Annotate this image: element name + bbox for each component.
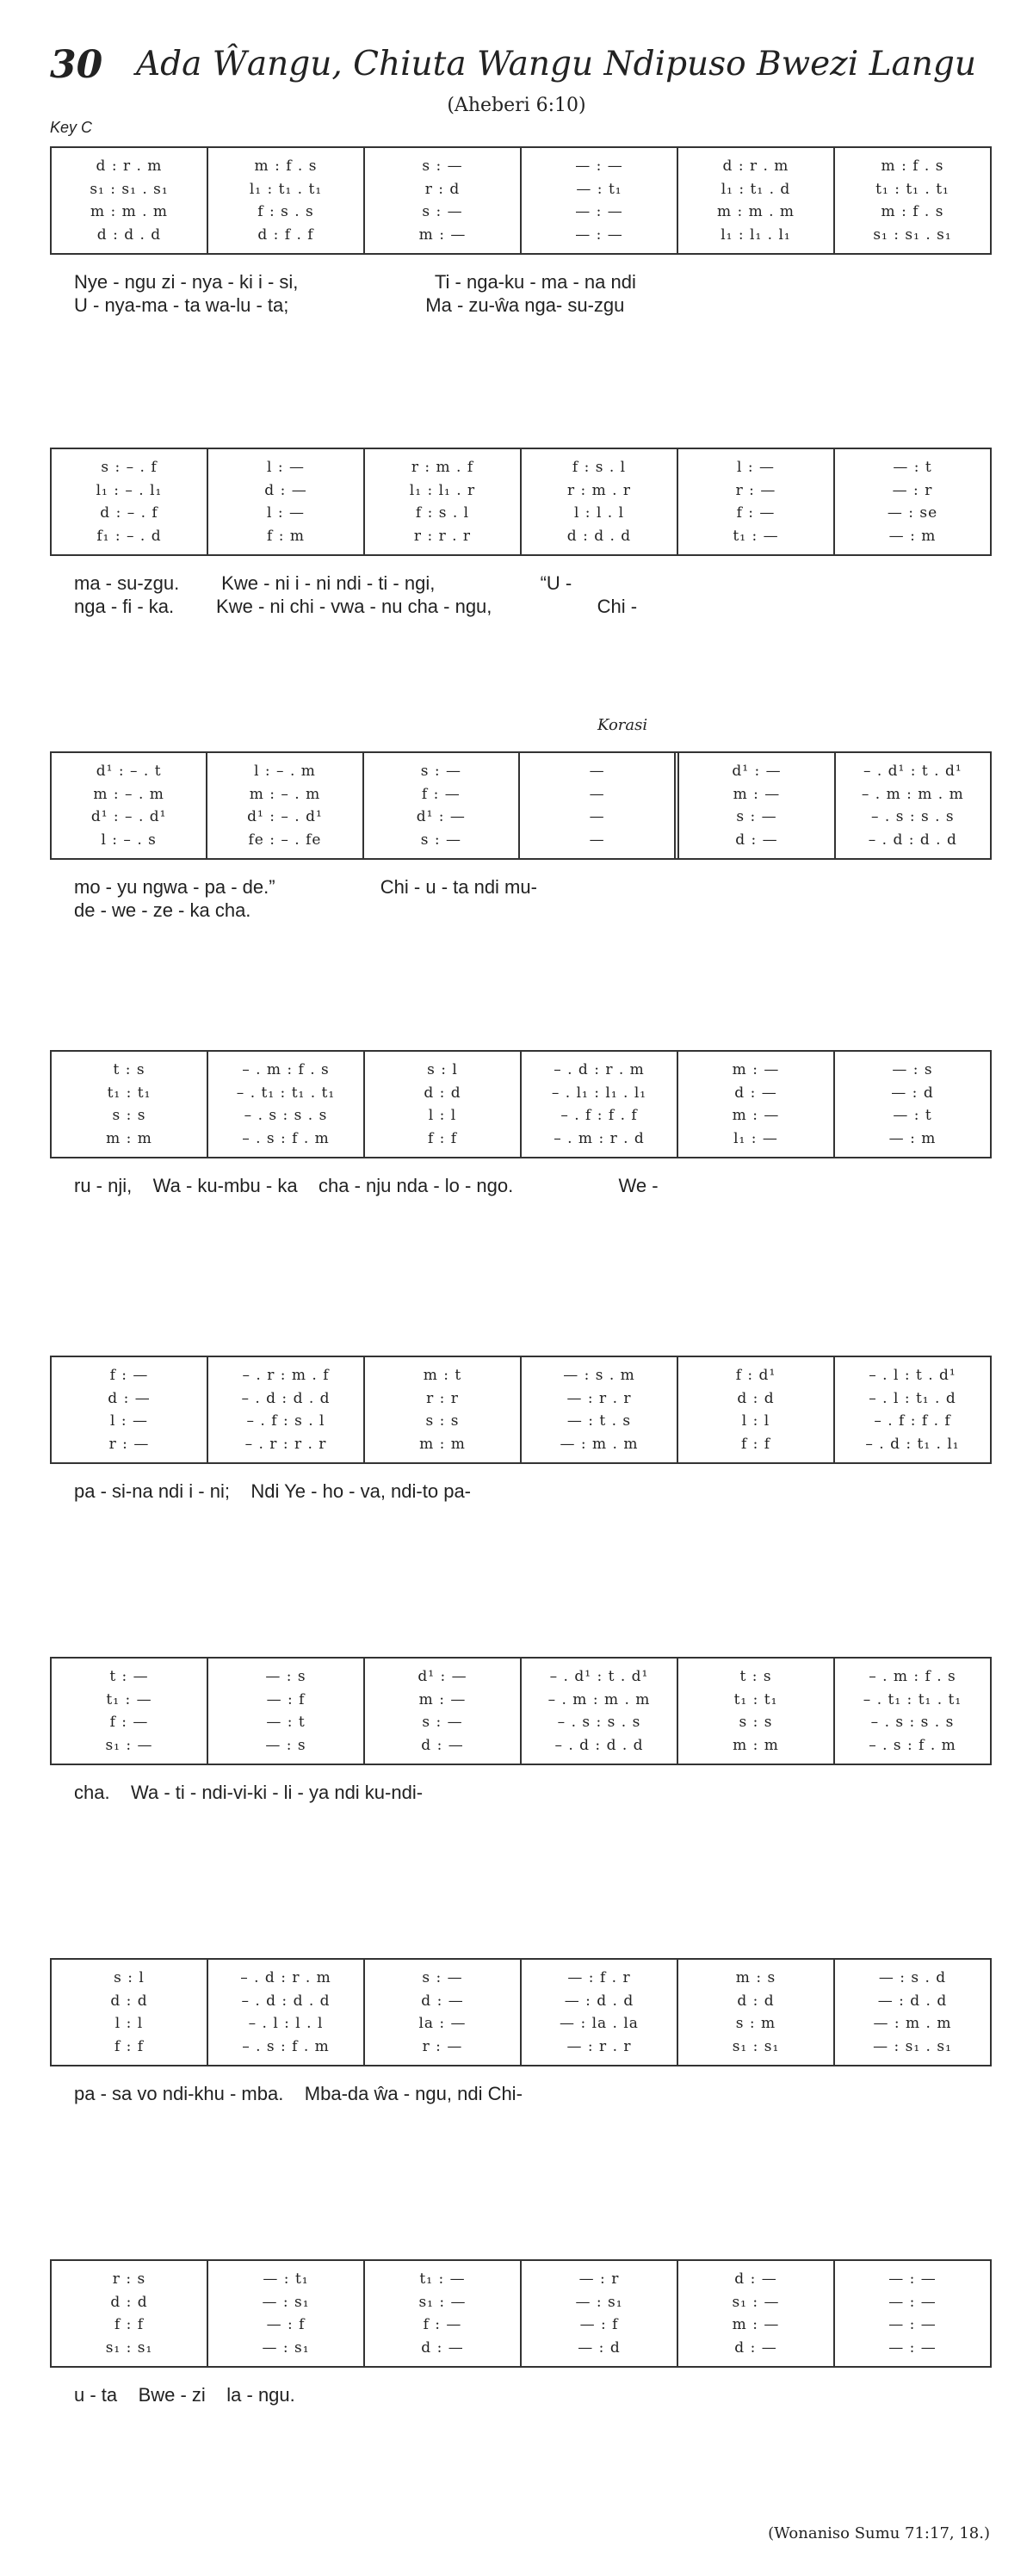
voice-line: t₁ : t₁ . t₁ [875,180,949,198]
music-system [50,1958,992,2105]
voice-line: fe : – . fe [248,831,322,849]
measure [518,753,674,858]
voice-line: s : s [739,1714,773,1732]
voice-line: – . m : m . m [547,1690,651,1708]
voice-line: s : l [427,1061,458,1078]
voice-line: – . f : s . l [246,1412,325,1430]
voice-line: – . r : r . r [244,1435,327,1453]
voice-line: — : r . r [566,2037,632,2055]
voice-line: d : — [734,2270,777,2288]
music-system [50,448,992,618]
hymn-number: 30 [50,43,103,87]
voice-line: l : l [114,2015,144,2033]
lyric-line: U - nya-ma - ta wa-lu - ta; Ma - zu-ŵa nga- su-zgu [74,294,625,316]
voice-line: s : — [422,158,463,175]
music-system [50,2259,992,2406]
voice-line: s₁ : s₁ [732,2037,780,2055]
voice-line: d : — [735,831,778,849]
voice-line: — [589,763,605,780]
voice-line: – . l₁ : l₁ . l₁ [551,1084,647,1102]
measure [677,148,833,253]
measure [363,1960,520,2065]
voice-line: — : f . r [567,1969,631,1986]
voice-line: r : — [422,2037,463,2055]
measure [674,753,833,858]
lyrics-block [50,875,992,922]
voice-line: – . t₁ : t₁ . t₁ [863,1690,962,1708]
voice-line: — : m . m [560,1435,639,1453]
voice-line: r : r [426,1389,459,1407]
voice-line: m : f . s [881,158,944,175]
measure [834,753,990,858]
voice-line: s : – . f [101,459,158,476]
voice-line: s₁ : — [105,1736,153,1754]
voice-line: s₁ : — [732,2293,780,2311]
music-system [50,751,992,922]
voice-line: – . m : r . d [554,1129,645,1147]
voice-line: – . d : r . m [240,1969,331,1986]
measure [520,148,677,253]
voice-line: m : t [423,1367,462,1384]
measure [833,1052,990,1157]
voice-line: m : m [733,1736,779,1754]
voice-line: — : d . d [564,1992,634,2010]
voice-line: — : s [265,1668,306,1685]
voice-line: s : s [425,1412,460,1430]
lyric-line: pa - sa vo ndi-khu - mba. Mba-da ŵa - ngu, ndi Chi- [74,2083,523,2104]
voice-line: — : m [888,1129,937,1147]
measure [207,2261,363,2366]
voice-line: – . m : m . m [861,785,964,803]
voice-line: — : m [888,527,937,545]
lyric-line: ma - su-zgu. Kwe - ni i - ni ndi - ti - ngi, “U - [74,572,572,594]
voice-line: s₁ : s₁ . s₁ [90,180,169,198]
lyrics-block [50,1480,992,1503]
voice-line: — : t [266,1714,306,1732]
lyrics-block [50,1174,992,1197]
voice-line: m : — [732,1061,780,1078]
solfa-staff [50,146,992,255]
voice-line: d : d . d [96,225,162,244]
voice-line: — [589,808,605,826]
voice-line: — : r . r [566,1389,632,1407]
measure [52,148,207,253]
voice-line: d : d [110,2293,148,2311]
lyrics-block [50,270,992,317]
voice-line: — : — [575,225,623,244]
voice-line: – . d : r . m [554,1061,645,1078]
voice-line: – . s : s . s [870,808,955,826]
voice-line: – . s : s . s [870,1714,955,1732]
voice-line: — [589,785,605,803]
measure [363,1659,520,1764]
voice-line: – . t₁ : t₁ . t₁ [236,1084,336,1102]
voice-line: t₁ : t₁ [107,1084,152,1102]
measure [833,449,990,554]
lyrics-block [50,1781,992,1804]
voice-line: l₁ : t₁ . d [721,180,791,198]
voice-line: — : s . d [878,1969,947,1986]
measure [833,1659,990,1764]
voice-line: — : — [888,2338,937,2357]
voice-line: l : — [737,459,775,476]
voice-line: m : m [419,1435,466,1453]
voice-line: – . s : s . s [244,1107,328,1125]
lyrics-block [50,2383,992,2406]
measure [52,1659,207,1764]
voice-line: d : — [108,1389,151,1407]
voice-line: m : m . m [90,203,169,221]
measure [52,753,206,858]
measure [362,753,518,858]
measure [52,1357,207,1462]
voice-line: – . d : d . d [554,1736,644,1754]
voice-line: – . m : f . s [869,1668,956,1685]
music-system [50,146,992,317]
voice-line: f : s . l [415,504,470,522]
measure [520,449,677,554]
voice-line: t₁ : — [733,527,779,545]
voice-line: l : l [741,1412,770,1430]
measure [677,2261,833,2366]
measure [207,148,363,253]
voice-line: – . l : t . d¹ [869,1367,956,1384]
voice-line: – . m : f . s [242,1061,330,1078]
voice-line: t₁ : t₁ [733,1690,778,1708]
solfa-staff [50,1958,992,2066]
voice-line: — : — [888,2293,937,2311]
voice-line: l₁ : t₁ . t₁ [249,180,323,198]
voice-line: — : s [892,1061,933,1078]
lyric-line: mo - yu ngwa - pa - de.” Chi - u - ta ndi mu- [74,876,537,898]
voice-line: m : — [732,2316,780,2334]
lyrics-block [50,2082,992,2105]
voice-line: — : s₁ [262,2293,310,2311]
voice-line: – . s : f . m [242,1129,330,1147]
voice-line: f : — [423,2316,462,2334]
measure [520,1052,677,1157]
voice-line: f : f [114,2037,145,2055]
voice-line: d¹ : — [732,763,782,780]
voice-line: — : la . la [560,2015,639,2033]
voice-line: – . s : f . m [869,1736,956,1754]
voice-line: d : — [734,1084,777,1102]
measure [363,2261,520,2366]
voice-line: — : t . s [566,1412,632,1430]
voice-line: s : — [736,808,777,826]
voice-line: la : — [418,2015,467,2033]
voice-line: r : — [735,481,776,499]
measure [206,753,362,858]
voice-line: f : — [421,785,461,803]
voice-line: f : f [427,1129,458,1147]
voice-line: l : — [267,459,305,476]
voice-line: l : l . l [573,504,625,522]
voice-line: m : m . m [716,203,795,221]
measure [363,1052,520,1157]
voice-line: s : — [422,1969,463,1986]
voice-line: f : s . l [572,459,627,476]
voice-line: m : f . s [254,158,318,175]
voice-line: d¹ : – . d¹ [90,808,167,826]
voice-line: — : r [578,2270,620,2288]
lyric-line: nga - fi - ka. Kwe - ni chi - vwa - nu cha - ngu, Chi - [74,596,638,617]
voice-line: — : s₁ [575,2293,623,2311]
solfa-staff [50,1050,992,1158]
voice-line: – . l : l . l [248,2015,324,2033]
voice-line: d : — [421,1736,464,1754]
voice-line: l₁ : — [733,1129,778,1147]
voice-line: – . s : s . s [557,1714,641,1732]
voice-line: m : f . s [881,203,944,221]
voice-line: r : d [424,180,461,198]
voice-line: d : – . f [100,504,158,522]
voice-line: f : — [109,1714,149,1732]
voice-line: s : — [420,763,461,780]
voice-line: – . d¹ : t . d¹ [863,763,962,780]
voice-line: r : m . f [411,459,474,476]
voice-line: m : — [418,225,467,244]
measure [677,1960,833,2065]
lyrics-block [50,571,992,618]
measure [677,1052,833,1157]
voice-line: f : — [736,504,776,522]
voice-line: s : s [112,1107,146,1125]
measure [207,1960,363,2065]
voice-line: — : f [579,2316,619,2334]
voice-line: d¹ : – . t [96,763,162,780]
voice-line: — : m . m [873,2015,952,2033]
voice-line: t : s [739,1668,772,1685]
voice-line: m : — [733,785,781,803]
solfa-staff [50,448,992,556]
voice-line: m : – . m [249,785,321,803]
voice-line: f : f [740,1435,771,1453]
voice-line: d¹ : – . d¹ [247,808,323,826]
voice-line: – . f : f . f [874,1412,951,1430]
measure [207,1659,363,1764]
voice-line: — : s [265,1736,306,1754]
voice-line: — : d [891,1084,934,1102]
measure [52,2261,207,2366]
voice-line: — : — [888,2270,937,2288]
voice-line: l₁ : l₁ . l₁ [721,225,791,244]
voice-line: — : s₁ [262,2338,310,2357]
voice-line: d : d . d [566,527,632,545]
voice-line: d : d [737,1992,775,2010]
voice-line: s : l [114,1969,145,1986]
voice-line: — : s₁ . s₁ [873,2037,952,2055]
voice-line: t₁ : — [419,2270,466,2288]
voice-line: — : t₁ [576,180,622,198]
solfa-staff [50,751,992,860]
measure [833,148,990,253]
measure [520,1357,677,1462]
voice-line: d : r . m [722,158,789,175]
solfa-staff [50,1356,992,1464]
voice-line: d : r . m [96,158,163,175]
voice-line: s : — [420,831,461,849]
footer-reference: (Wonaniso Sumu 71:17, 18.) [768,2524,990,2542]
solfa-staff [50,2259,992,2368]
measure [677,449,833,554]
solfa-staff [50,1657,992,1765]
voice-line: l : — [267,504,305,522]
voice-line: l₁ : l₁ . r [409,481,476,499]
voice-line: — : t [893,1107,932,1125]
voice-line: s₁ : s₁ [105,2338,153,2357]
voice-line: d : f . f [257,225,314,244]
measure [833,1960,990,2065]
voice-line: r : — [108,1435,150,1453]
measure [207,1357,363,1462]
measure [363,1357,520,1462]
voice-line: t : s [113,1061,145,1078]
voice-line: – . d : d . d [241,1992,331,2010]
voice-line: l : l [428,1107,457,1125]
voice-line: d : — [264,481,307,499]
voice-line: d¹ : — [418,1668,467,1685]
voice-line: s : — [422,1714,463,1732]
voice-line: t₁ : — [106,1690,152,1708]
voice-line: l : – . s [101,831,157,849]
voice-line: f : f [114,2316,145,2334]
measure [677,1357,833,1462]
voice-line: – . d : d . d [868,831,957,849]
voice-line: f : — [109,1367,149,1384]
measure [52,1052,207,1157]
lyric-line: Nye - ngu zi - nya - ki i - si, Ti - nga-ku - ma - na ndi [74,271,636,293]
voice-line: f₁ : – . d [96,527,162,545]
voice-line: s₁ : s₁ . s₁ [873,225,952,244]
measure [207,1052,363,1157]
voice-line: d : — [421,1992,464,2010]
music-system [50,1657,992,1804]
measure [833,1357,990,1462]
voice-line: d : — [421,2338,464,2357]
voice-line: t : — [109,1668,149,1685]
measure [677,1659,833,1764]
voice-line: – . f : f . f [560,1107,638,1125]
music-system [50,1356,992,1503]
measure [520,2261,677,2366]
voice-line: — : t [893,459,932,476]
lyric-line: pa - si-na ndi i - ni; Ndi Ye - ho - va, ndi-to pa- [74,1480,472,1502]
scripture-reference: (Aheberi 6:10) [447,95,586,116]
voice-line: – . l : t₁ . d [869,1389,956,1407]
voice-line: — : — [575,158,623,175]
voice-line: l : – . m [254,763,316,780]
voice-line: d : d [424,1084,461,1102]
voice-line: – . d¹ : t . d¹ [549,1668,649,1685]
measure [207,449,363,554]
music-system [50,1050,992,1197]
chorus-label: Korasi [597,716,648,734]
voice-line: s : — [422,203,463,221]
voice-line: — : s . m [563,1367,635,1384]
voice-line: d¹ : — [416,808,466,826]
lyric-line: ru - nji, Wa - ku-mbu - ka cha - nju nda - lo - ngo. We - [74,1175,659,1196]
voice-line: m : m [106,1129,152,1147]
lyric-line: u - ta Bwe - zi la - ngu. [74,2384,295,2406]
hymn-title: Ada Ŵangu, Chiuta Wangu Ndipuso Bwezi Langu [136,45,976,83]
voice-line: — : f [266,1690,306,1708]
voice-line: — : d [578,2338,621,2357]
measure [52,1960,207,2065]
measure [520,1960,677,2065]
voice-line: d : — [734,2338,777,2357]
voice-line: m : – . m [93,785,164,803]
measure [833,2261,990,2366]
voice-line: r : s [112,2270,146,2288]
voice-line: l₁ : – . l₁ [96,481,163,499]
voice-line: — [589,831,605,849]
key-signature: Key C [50,119,93,136]
voice-line: l : — [110,1412,148,1430]
voice-line: m : s [735,1969,776,1986]
voice-line: m : — [418,1690,467,1708]
voice-line: – . s : f . m [242,2037,330,2055]
voice-line: f : d¹ [735,1367,776,1384]
voice-line: d : d [110,1992,148,2010]
measure [363,148,520,253]
voice-line: — : t₁ [263,2270,309,2288]
voice-line: — : — [888,2316,937,2334]
measure [363,449,520,554]
voice-line: r : r . r [413,527,472,545]
voice-line: r : m . r [566,481,632,499]
voice-line: — : — [575,203,623,221]
voice-line: f : s . s [257,203,314,221]
lyric-line: cha. Wa - ti - ndi-vi-ki - li - ya ndi ku-ndi- [74,1782,424,1803]
voice-line: — : d . d [877,1992,948,2010]
voice-line: d : d [737,1389,775,1407]
voice-line: – . d : d . d [241,1389,331,1407]
measure [52,449,207,554]
voice-line: s₁ : — [418,2293,467,2311]
voice-line: – . r : m . f [242,1367,330,1384]
voice-line: f : m [267,527,305,545]
measure [520,1659,677,1764]
voice-line: m : — [732,1107,780,1125]
voice-line: — : se [887,504,938,522]
voice-line: — : f [266,2316,306,2334]
voice-line: — : r [892,481,933,499]
voice-line: – . d : t₁ . l₁ [865,1435,960,1453]
lyric-line: de - we - ze - ka cha. [74,899,251,921]
voice-line: s : m [735,2015,776,2033]
